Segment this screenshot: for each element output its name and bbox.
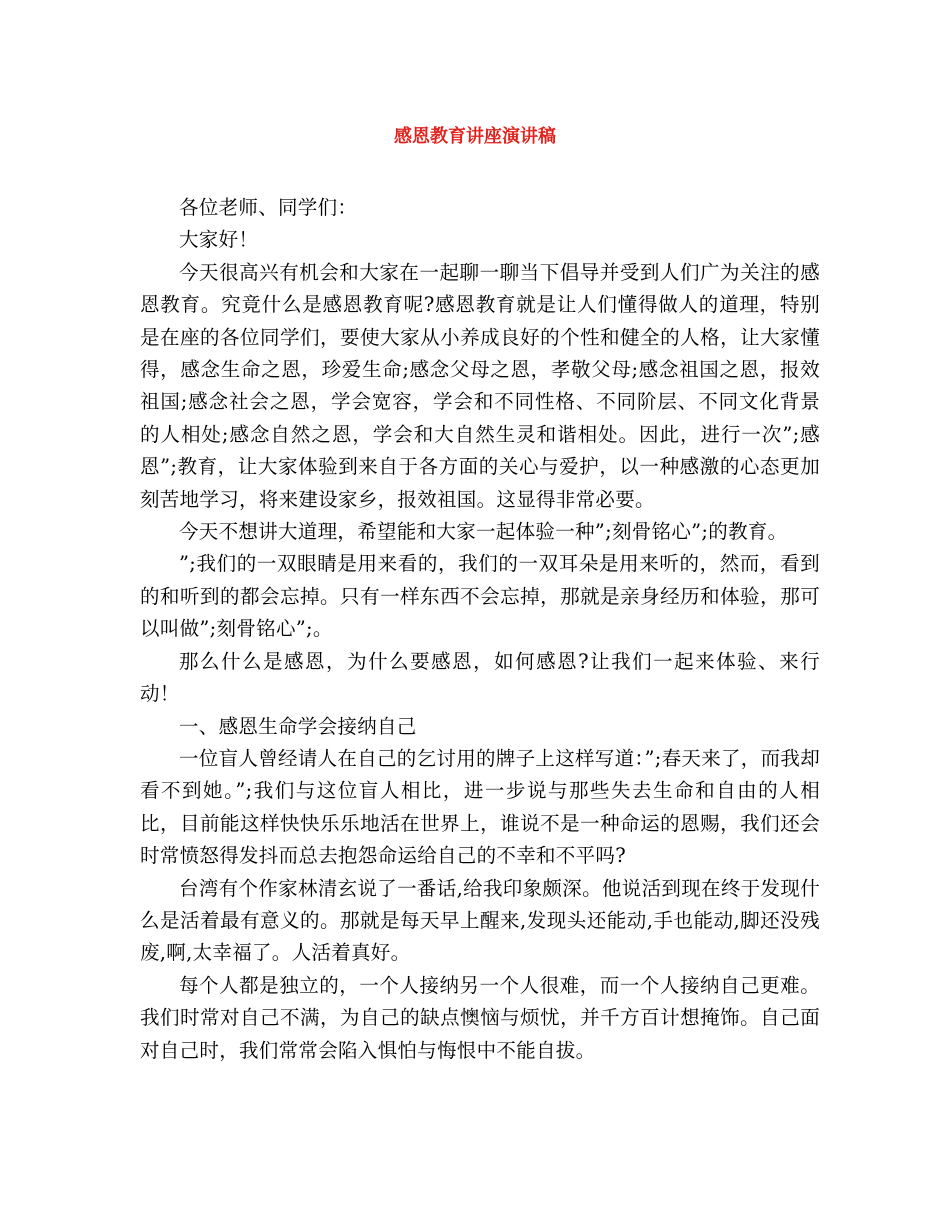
document-title: 感恩教育讲座演讲稿	[394, 126, 556, 147]
salutation: 各位老师、同学们：	[179, 196, 358, 219]
paragraph-intro: 今天很高兴有机会和大家在一起聊一聊当下倡导并受到人们广为关注的感恩教育。究竟什么是感恩教育呢?感恩教育就是让人们懂得做人的道理，特别是在座的各位同学们，要使大家从小养成良好的个性和健全的人格，让大家懂得，感念生命之恩，珍爱生命;感念父母之恩，孝敬父母;感念祖国之恩，报效祖国;感念社会之恩，学会宽容，学会和不同性格、不同阶层、不同文化背景的人相处;感念自然之恩，学会和大自然生灵和谐相处。因此，进行一次”;感恩”;教育，让大家体验到来自于各方面的关心与爱护，以一种感激的心态更加刻苦地学习，将来建设家乡，报效祖国。这显得非常必要。	[140, 260, 820, 511]
paragraph-blind-man: 一位盲人曾经请人在自己的乞讨用的牌子上这样写道：”;春天来了，而我却看不到她。”;我们与这位盲人相比，进一步说与那些失去生命和自由的人相比，目前能这样快快乐乐地活在世界上，谁说不是一种命运的恩赐，我们还会时常愤怒得发抖而总去抱怨命运给自己的不幸和不平吗?	[140, 746, 820, 868]
paragraph-accept-self: 每个人都是独立的，一个人接纳另一个人很难，而一个人接纳自己更难。我们时常对自己不满，为自己的缺点懊恼与烦忧，并千方百计想掩饰。自己面对自己时，我们常常会陷入惧怕与悔恨中不能自拔。	[140, 973, 820, 1062]
paragraph-eyes-ears: ”;我们的一双眼睛是用来看的，我们的一双耳朵是用来听的，然而，看到的和听到的都会忘掉。只有一样东西不会忘掉，那就是亲身经历和体验，那可以叫做”;刻骨铭心”;。	[140, 552, 820, 641]
document-body	[140, 192, 820, 1067]
paragraph-lin-qingxuan: 台湾有个作家林清玄说了一番话,给我印象颇深。他说活到现在终于发现什么是活着最有意义的。那就是每天早上醒来,发现头还能动,手也能动,脚还没残废,啊,太幸福了。人活着真好。	[140, 876, 820, 965]
greeting: 大家好！	[179, 228, 259, 252]
paragraph-question: 那么什么是感恩，为什么要感恩，如何感恩?让我们一起来体验、来行动！	[140, 649, 820, 706]
section-heading-1: 一、感恩生命学会接纳自己	[179, 714, 417, 738]
paragraph-experience: 今天不想讲大道理，希望能和大家一起体验一种”;刻骨铭心”;的教育。	[179, 520, 788, 544]
